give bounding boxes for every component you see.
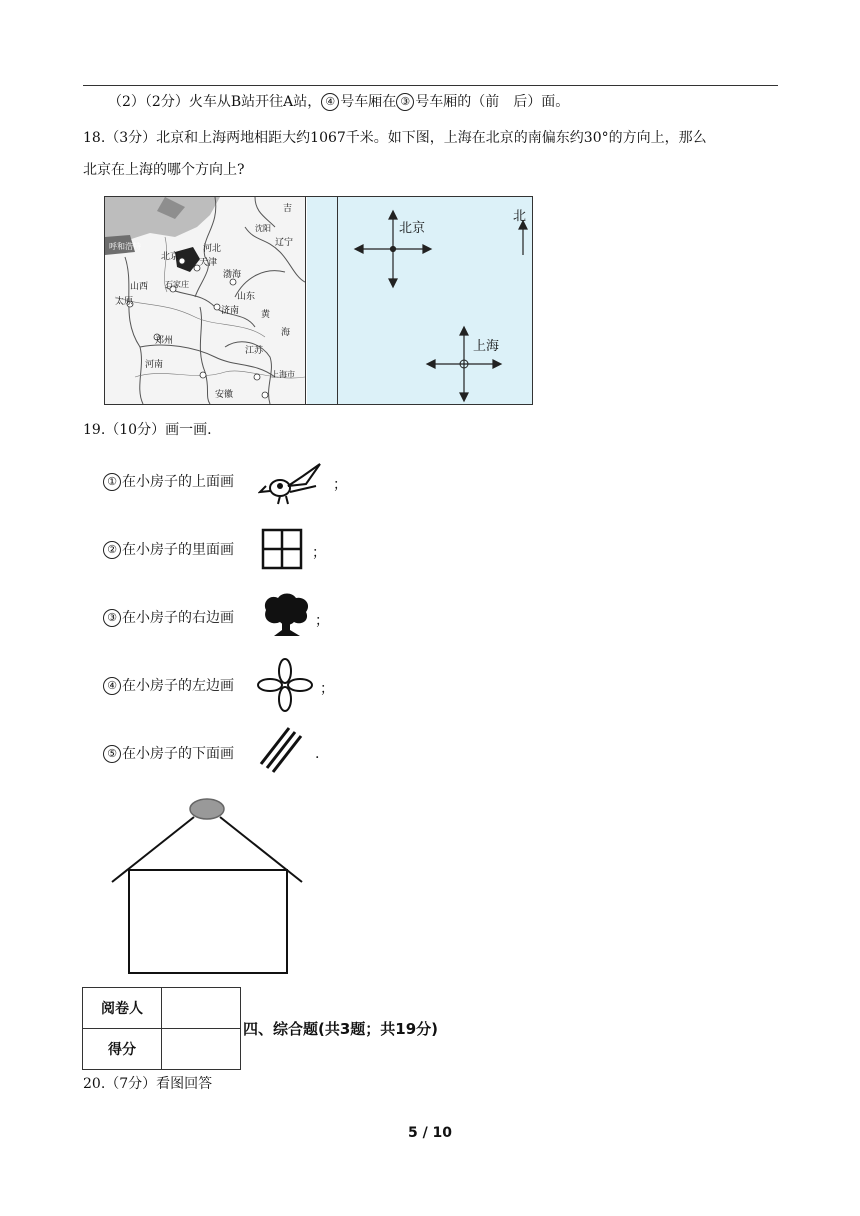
window-icon <box>261 528 305 570</box>
map-label-henan: 河南 <box>145 360 164 370</box>
q19-item-5 <box>103 743 234 763</box>
map-label-shanxi: 山西 <box>130 282 149 292</box>
item-end-5: . <box>315 746 320 762</box>
map-label-ji: 吉 <box>283 204 293 214</box>
score-label: 得分 <box>83 1029 162 1070</box>
item-end-3: ； <box>315 613 329 629</box>
map-label-jinan: 济南 <box>221 306 240 316</box>
compass-label-shanghai: 上海 <box>473 339 500 354</box>
q18-line1: 18.（3分）北京和上海两地相距大约1067千米。如下图，上海在北京的南偏东约30°的方向上，那么 <box>83 130 707 146</box>
map-label-zhengzhou: 郑州 <box>155 336 174 346</box>
item-end-1: ； <box>333 477 347 493</box>
item-text-4: 在小房子的左边画 <box>122 678 234 694</box>
q19-item-3 <box>103 607 234 627</box>
q19-item-1 <box>103 471 234 491</box>
map-label-shenyang: 沈阳 <box>255 224 271 233</box>
q19-item-4 <box>103 675 234 695</box>
item-text-5: 在小房子的下面画 <box>122 746 234 762</box>
map-label-hebei: 河北 <box>203 244 222 254</box>
map-label-bohai: 渤海 <box>223 270 242 280</box>
map-label-beijing: 北京 <box>161 252 180 262</box>
item-number-1: ① <box>103 473 121 491</box>
map-label-hohhot: 呼和浩特 <box>109 242 141 251</box>
item-end-2: ； <box>312 545 326 561</box>
q19-item-2 <box>103 539 234 559</box>
compass-panel <box>307 197 532 404</box>
car-number-3: ③ <box>396 93 414 111</box>
q17-part2-mid: 号车厢在 <box>340 94 397 110</box>
region-map <box>105 197 306 404</box>
map-label-shandong: 山东 <box>237 292 256 302</box>
q17-part2-lead: （2）（2分）火车从B站开往A站， <box>108 94 322 110</box>
direction-map <box>104 196 533 405</box>
item-text-3: 在小房子的右边画 <box>122 610 234 626</box>
score-table <box>82 987 241 1070</box>
reviewer-cell[interactable] <box>162 988 241 1029</box>
bird-icon <box>258 456 328 506</box>
map-label-tianjin: 天津 <box>199 258 218 268</box>
map-label-hai: 海 <box>281 328 291 338</box>
flower-icon <box>257 657 315 713</box>
item-number-4: ④ <box>103 677 121 695</box>
q19-title: 19.（10分）画一画. <box>83 422 212 438</box>
tree-icon <box>260 590 314 640</box>
map-label-shanghai: 上海市 <box>271 370 295 379</box>
score-cell[interactable] <box>162 1029 241 1070</box>
house-drawing <box>104 792 310 982</box>
header-rule <box>83 85 778 86</box>
car-number-4: ④ <box>321 93 339 111</box>
q17-part2 <box>108 92 569 112</box>
map-label-shijiazhuang: 石家庄 <box>165 280 189 289</box>
item-text-1: 在小房子的上面画 <box>122 474 234 490</box>
item-number-2: ② <box>103 541 121 559</box>
reviewer-label: 阅卷人 <box>83 988 162 1029</box>
map-label-anhui: 安徽 <box>215 390 234 400</box>
map-label-huang: 黄 <box>261 310 271 320</box>
q20-title: 20.（7分）看图回答 <box>83 1076 213 1092</box>
item-number-5: ⑤ <box>103 745 121 763</box>
map-label-liaoning: 辽宁 <box>275 238 294 248</box>
north-label: 北 <box>513 209 527 224</box>
item-number-3: ③ <box>103 609 121 627</box>
section-title: 四、综合题(共3题；共19分) <box>243 1020 439 1038</box>
map-label-taiyuan: 太原 <box>115 297 134 307</box>
q18-line2: 北京在上海的哪个方向上? <box>83 162 245 178</box>
compass-label-beijing: 北京 <box>399 221 426 236</box>
map-label-jiangsu: 江苏 <box>245 346 264 356</box>
q17-part2-tail: 号车厢的（前 后）面。 <box>415 94 570 110</box>
item-text-2: 在小房子的里面画 <box>122 542 234 558</box>
item-end-4: ； <box>320 681 334 697</box>
page-number: 5 / 10 <box>407 1125 453 1141</box>
grass-icon <box>257 724 307 776</box>
